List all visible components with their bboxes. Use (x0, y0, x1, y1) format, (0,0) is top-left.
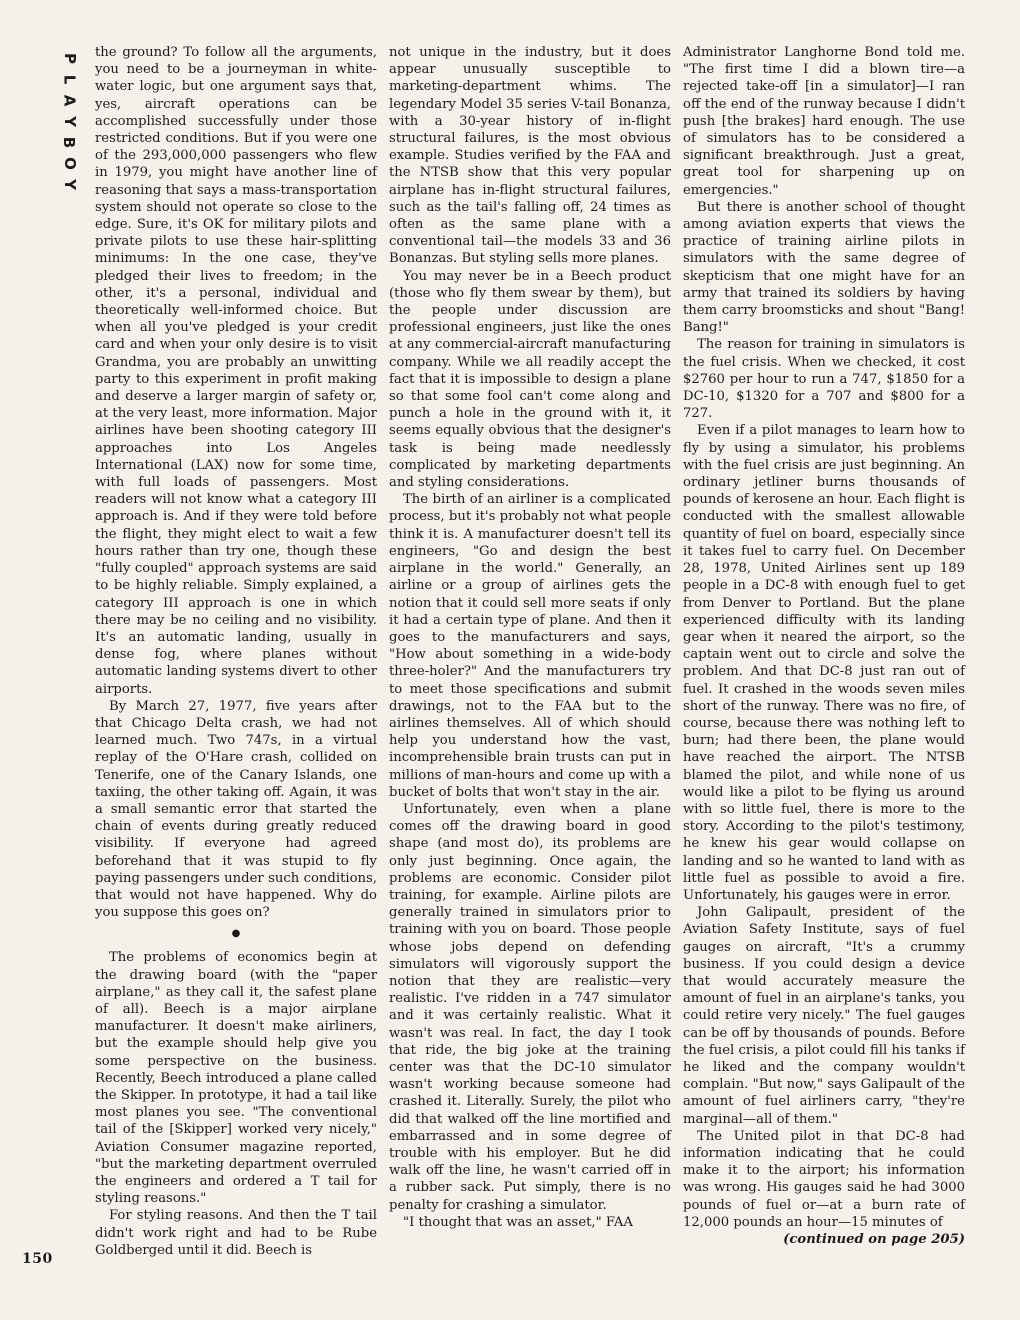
continued-link[interactable]: (continued on page 205) (783, 1232, 965, 1248)
paragraph: You may never be in a Beech product (those who fly them swear by them), but the people under discussion are professional engineers, just like the ones at any commercial-aircraft manufacturing company. While we all readily accept the fact that it is impossible to design a plane so that some fool can't come along and punch a hole in the ground with it, it seems equally obvious that the designer's task is being made needlessly complicated by marketing departments and styling considerations. (389, 268, 671, 491)
article-column-2 (389, 44, 671, 1231)
paragraph: John Galipault, president of the Aviation Safety Institute, says of fuel gauges on aircraft, "It's a crummy business. If you could design a device that would accurately measure the amount of fuel in an airplane's tanks, you could retire very nicely." The fuel gauges can be off by thousands of pounds. Before the fuel crisis, a pilot could fill his tanks if he liked and the company wouldn't complain. "But now," says Galipault of the amount of fuel airliners carry, "they're marginal—all of them." (683, 905, 965, 1127)
paragraph: "I thought that was an asset," FAA (403, 1214, 633, 1230)
masthead-letter: O (60, 157, 79, 170)
masthead-letter: Y (60, 116, 79, 127)
paragraph: the ground? To follow all the arguments, you need to be a journeyman in white-water logic, but one argument says that, yes, aircraft operations can be accomplished successfully under those restricted conditions. But if you were one of the 293,000,000 passengers who flew in 1979, you might have another line of reasoning that says a mass-transportation system should not operate so close to the edge. Sure, it's OK for military pilots and private pilots to use these hair-splitting minimums: In the one case, they've pledged their lives to freedom; in the other, it's a personal, individual and theoretically well-informed choice. But when all you've pledged is your credit card and when your only desire is to visit Grandma, you are probably an unwitting party to this experiment in profit making and deserve a larger margin of safety or, at the very least, more information. Major airlines have been shooting category III approaches into Los Angeles International (LAX) now for some time, with full loads of passengers. Most readers will not know what a category III approach is. And if they were told before the flight, they might elect to wait a few hours rather than try one, though these "fully coupled" approach systems are said to be highly reliable. Simply explained, a category III approach is one in which there may be no ceiling and no visibility. It's an automatic landing, usually in dense fog, where planes without automatic landing systems divert to other airports. (95, 45, 377, 697)
paragraph: The problems of economics begin at the drawing board (with the "paper airplane," as they call it, the safest plane of all). Beech is a major airplane manufacturer. It doesn't make airliners, but the example should help give you some perspective on the business. Recently, Beech introduced a plane called the Skipper. In prototype, it had a tail like most planes you see. "The conventional tail of the [Skipper] worked very nicely," Aviation Consumer magazine reported, "but the marketing department overruled the engineers and ordered a T tail for styling reasons." (95, 950, 377, 1207)
paragraph: By March 27, 1977, five years after that Chicago Delta crash, we had not learned much. Two 747s, in a virtual replay of the O'Hare crash, collided on Tenerife, one of the Canary Islands, one taxiing, the other taking off. Again, it was a small semantic error that started the chain of events during greatly reduced visibility. If everyone had agreed beforehand that it was stupid to fly paying passengers under such conditions, that would not have happened. Why do you suppose this goes on? (95, 698, 377, 921)
paragraph: The birth of an airliner is a complicated process, but it's probably not what people think it is. A manufacturer doesn't tell its engineers, "Go and design the best airplane in the world." Generally, an airline or a group of airlines gets the notion that it could sell more seats if only it had a certain type of plane. And then it goes to the manufacturers and says, "How about something in a wide-body three-holer?" And the manufacturers try to meet those specifications and submit drawings, not to the FAA but to the airlines themselves. All of which should help you understand how the vast, incomprehensible brain trusts can put in millions of man-hours and come up with a bucket of bolts that won't stay in the air. (389, 492, 671, 800)
masthead-letter: L (60, 74, 79, 85)
paragraph: Even if a pilot manages to learn how to fly by using a simulator, his problems with the fuel crisis are just beginning. An ordinary jetliner burns thousands of pounds of kerosene an hour. Each flight is conducted with the smallest allowable quantity of fuel on board, especially since it takes fuel to carry fuel. On December 28, 1978, United Airlines sent up 189 people in a DC-8 with enough fuel to get from Denver to Portland. But the plane experienced difficulty with its landing gear when it neared the airport, so the captain went out to circle and solve the problem. And that DC-8 just ran out of fuel. It crashed in the woods seven miles short of the runway. There was no fire, of course, because there was nothing left to burn; had there been, the plane would have reached the airport. The NTSB blamed the pilot, and while none of us would like a pilot to be flying us around with so little fuel, there is more to the story. According to the pilot's testimony, he knew his gear would collapse on landing and so he wanted to land with as little fuel as possible to avoid a fire. Unfortunately, his gauges were in error. (683, 423, 965, 903)
masthead-letter: P (60, 53, 79, 64)
paragraph: The United pilot in that DC-8 had information indicating that he could make it to the airport; his information was wrong. His gauges said he had 3000 pounds of fuel or—at a burn rate of 12,000 pounds an hour—15 minutes of (683, 1128, 965, 1230)
section-separator: ● (231, 928, 241, 940)
paragraph: Unfortunately, even when a plane comes off the drawing board in good shape (and most do), its problems are only just beginning. Once again, the problems are economic. Consider pilot training, for example. Airline pilots are generally trained in simulators prior to training with you on board. Those people whose jobs depend on defending simulators will vigorously support the notion that they are realistic—very realistic. I've ridden in a 747 simulator and it was certainly realistic. What it wasn't was real. In fact, the day I took that ride, the big joke at the training center was that the DC-10 simulator wasn't working because someone had crashed it. Literally. Surely, the pilot who did that walked off the line mortified and embarrassed and in some degree of trouble with his employer. But he did walk off the line, he wasn't carried off in a rubber sack. Put simply, there is no penalty for crashing a simulator. (389, 801, 671, 1213)
paragraph: The reason for training in simulators is the fuel crisis. When we checked, it cost $2760 per hour to run a 747, $1850 for a DC-10, $1320 for a 707 and $800 for a 727. (683, 337, 965, 422)
article-column-1 (95, 44, 377, 1259)
paragraph: But there is another school of thought among aviation experts that views the practice of training airline pilots in simulators with the same degree of skepticism that one might have for an army that trained its soldiers by having them carry broomsticks and shout "Bang! Bang!" (683, 199, 965, 336)
paragraph: Administrator Langhorne Bond told me. "The first time I did a blown tire—a rejected take-off [in a simulator]—I ran off the end of the runway because I didn't push [the brakes] hard enough. The use of simulators has to be considered a significant breakthrough. Just a great, great tool for sharpening up on emergencies." (683, 45, 965, 198)
masthead-letter: A (60, 94, 79, 107)
masthead-letter: B (60, 136, 79, 149)
paragraph: For styling reasons. And then the T tail didn't work right and had to be Rube Goldberged until it did. Beech is (95, 1208, 377, 1258)
page-number: 150 (22, 1251, 53, 1267)
paragraph: not unique in the industry, but it does appear unusually susceptible to marketing-department whims. The legendary Model 35 series V-tail Bonanza, with a 30-year history of in-flight structural failures, is the most obvious example. Studies verified by the FAA and the NTSB show that this very popular airplane has in-flight structural failures, such as the tail's falling off, 24 times as often as the same plane with a conventional tail—the models 33 and 36 Bonanzas. But styling sells more planes. (389, 45, 671, 267)
article-column-3 (683, 44, 965, 1248)
masthead-letter: Y (60, 179, 79, 190)
magazine-masthead (59, 48, 79, 195)
